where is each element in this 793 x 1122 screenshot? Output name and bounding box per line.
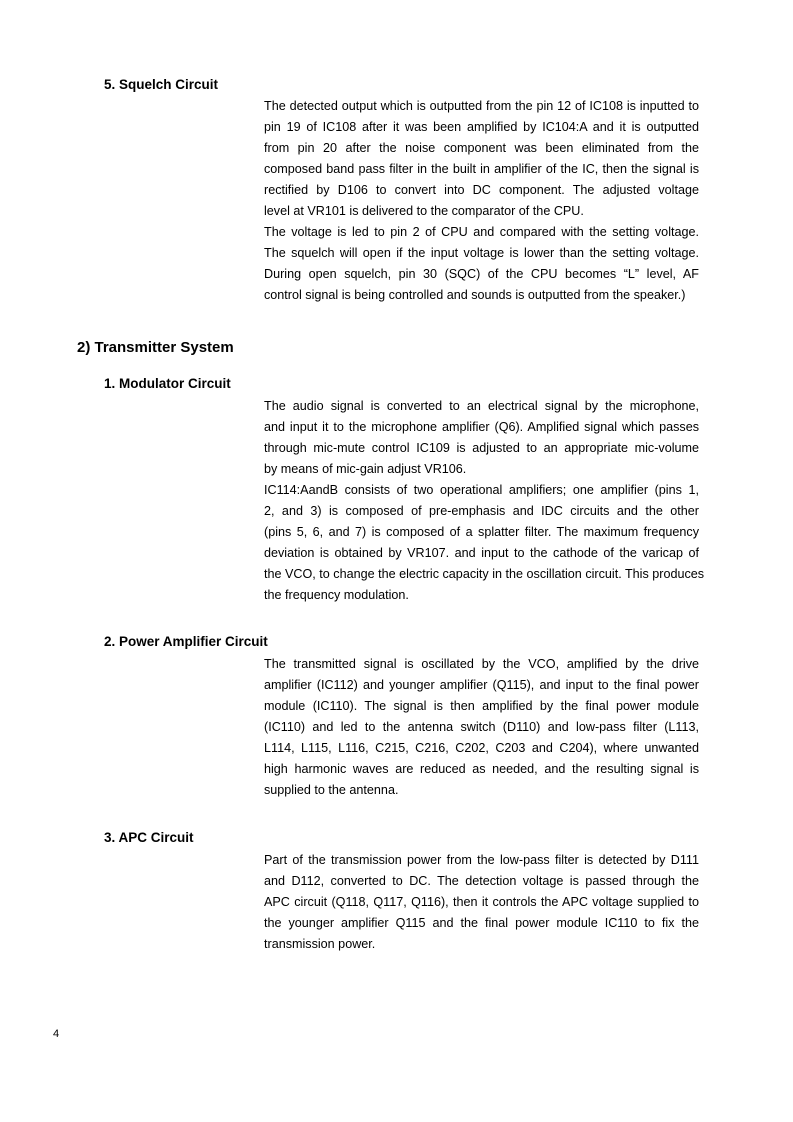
- section-body-squelch: [264, 96, 699, 306]
- text-line: pin 19 of IC108 after it was been amplified by IC104:A and it is outputted: [264, 120, 699, 134]
- text-line: rectified by D106 to convert into DC component. The adjusted voltage: [264, 183, 699, 197]
- text-line: module (IC110). The signal is then amplified by the final power module: [264, 699, 699, 713]
- section-heading-power-amplifier: 2. Power Amplifier Circuit: [104, 634, 268, 649]
- text-line: The detected output which is outputted from the pin 12 of IC108 is inputted to: [264, 99, 699, 113]
- text-line: IC114:AandB consists of two operational amplifiers; one amplifier (pins 1,: [264, 483, 699, 497]
- text-line: the younger amplifier Q115 and the final power module IC110 to fix the: [264, 916, 699, 930]
- section-heading-apc: 3. APC Circuit: [104, 830, 194, 845]
- text-line: During open squelch, pin 30 (SQC) of the CPU becomes “L” level, AF: [264, 267, 699, 281]
- text-line: composed band pass filter in the built in amplifier of the IC, then the signal is: [264, 162, 699, 176]
- text-line: the VCO, to change the electric capacity in the oscillation circuit. This produces: [264, 567, 705, 581]
- text-line: (IC110) and led to the antenna switch (D110) and low-pass filter (L113,: [264, 720, 699, 734]
- text-line: 2, and 3) is composed of pre-emphasis and IDC circuits and the other: [264, 504, 699, 518]
- text-line: level at VR101 is delivered to the comparator of the CPU.: [264, 204, 584, 218]
- text-line: deviation is obtained by VR107. and input to the cathode of the varicap of: [264, 546, 699, 560]
- text-line: The voltage is led to pin 2 of CPU and compared with the setting voltage.: [264, 225, 699, 239]
- page-number: 4: [53, 1028, 60, 1040]
- text-line: Part of the transmission power from the low-pass filter is detected by D111: [264, 853, 699, 867]
- section-body-modulator: [264, 396, 705, 606]
- text-line: through mic-mute control IC109 is adjusted to an appropriate mic-volume: [264, 441, 699, 455]
- section-body-apc: [264, 850, 699, 955]
- text-line: the frequency modulation.: [264, 588, 409, 602]
- section-heading-modulator: 1. Modulator Circuit: [104, 376, 231, 391]
- text-line: by means of mic-gain adjust VR106.: [264, 462, 467, 476]
- text-line: high harmonic waves are reduced as needed, and the resulting signal is: [264, 762, 699, 776]
- text-line: amplifier (IC112) and younger amplifier (Q115), and input to the final power: [264, 678, 699, 692]
- text-line: and input it to the microphone amplifier (Q6). Amplified signal which passes: [264, 420, 699, 434]
- section-heading-squelch: 5. Squelch Circuit: [104, 77, 219, 92]
- text-line: The transmitted signal is oscillated by the VCO, amplified by the drive: [264, 657, 699, 671]
- text-line: (pins 5, 6, and 7) is composed of a splatter filter. The maximum frequency: [264, 525, 699, 539]
- text-line: from pin 20 after the noise component was been eliminated from the: [264, 141, 699, 155]
- text-line: supplied to the antenna.: [264, 783, 399, 797]
- text-line: APC circuit (Q118, Q117, Q116), then it controls the APC voltage supplied to: [264, 895, 699, 909]
- text-line: transmission power.: [264, 937, 376, 951]
- text-line: and D112, converted to DC. The detection voltage is passed through the: [264, 874, 699, 888]
- section-body-power-amplifier: [264, 654, 699, 801]
- text-line: L114, L115, L116, C215, C216, C202, C203 and C204), where unwanted: [264, 741, 699, 755]
- major-heading-transmitter: 2) Transmitter System: [77, 339, 234, 356]
- text-line: The squelch will open if the input voltage is lower than the setting voltage.: [264, 246, 699, 260]
- text-line: control signal is being controlled and sounds is outputted from the speaker.): [264, 288, 686, 302]
- text-line: The audio signal is converted to an electrical signal by the microphone,: [264, 399, 699, 413]
